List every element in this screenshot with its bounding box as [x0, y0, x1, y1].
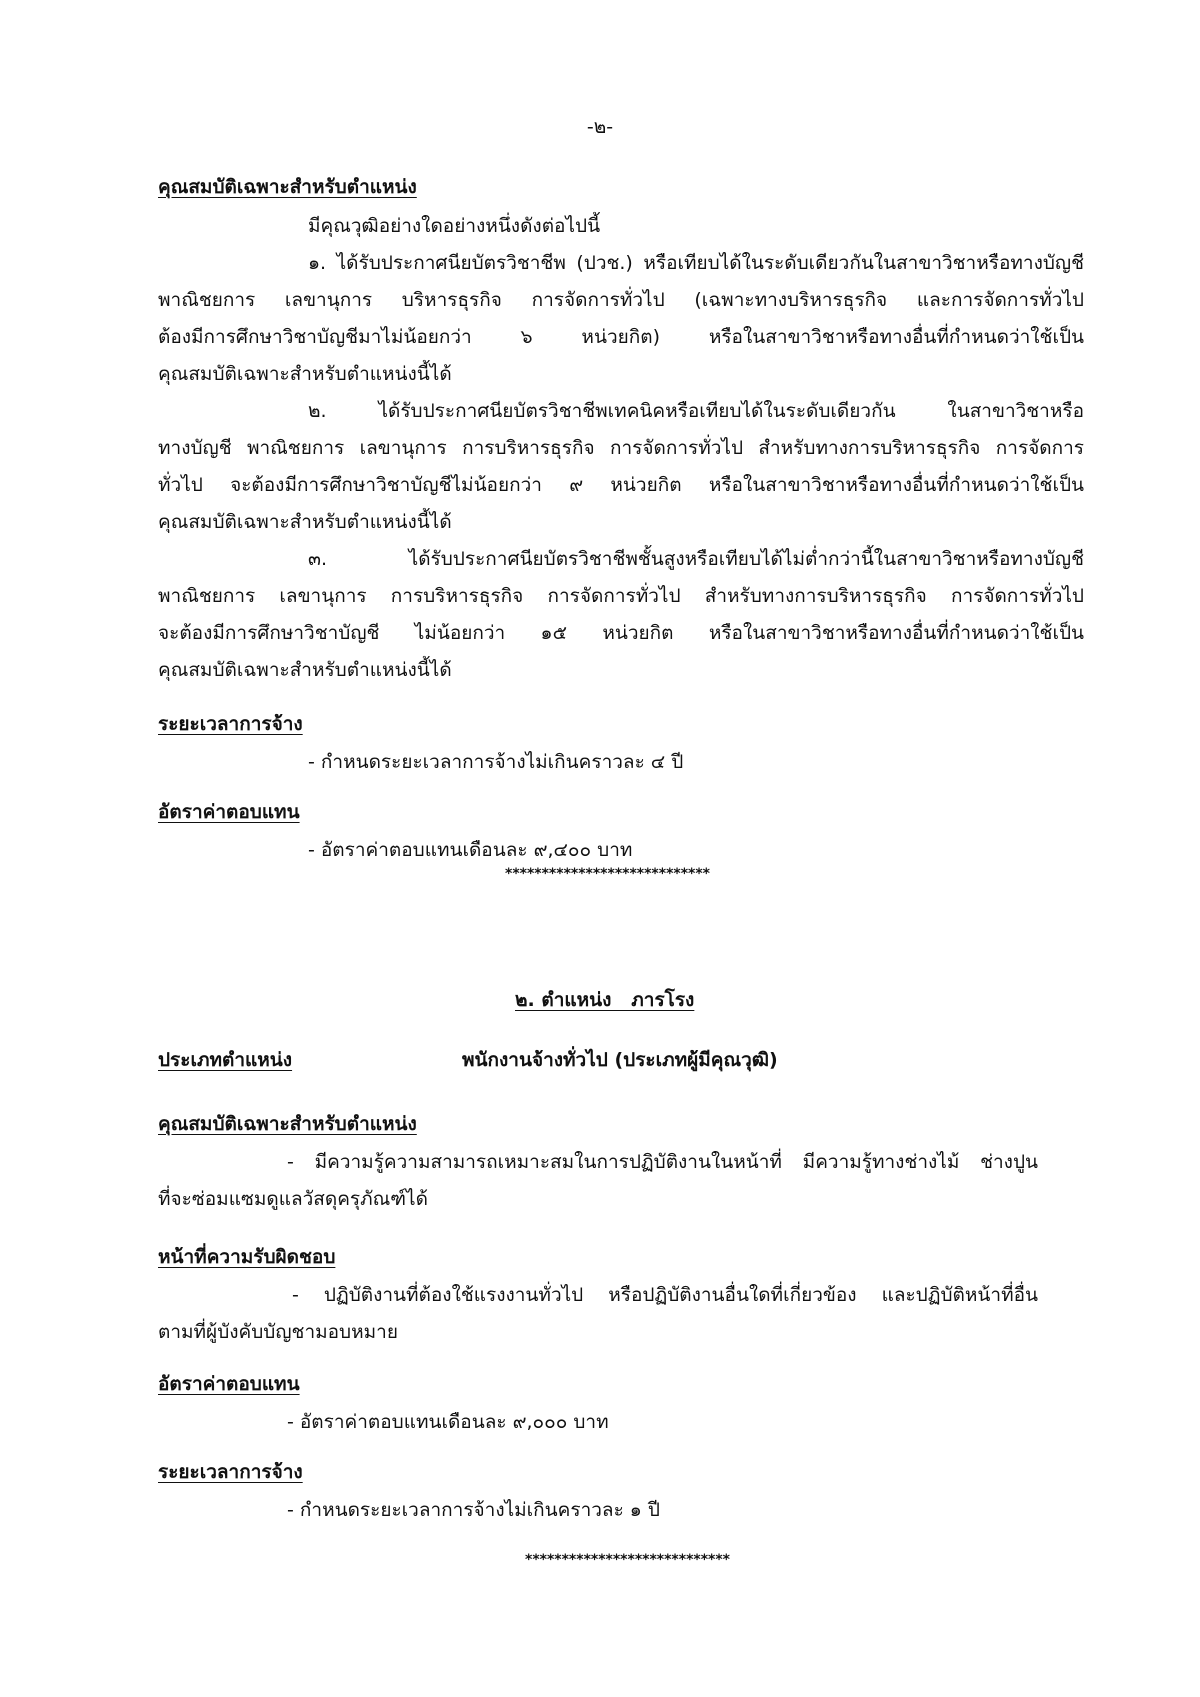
section2-qualifications-line1: - มีความรู้ความสามารถเหมาะสมในการปฏิบัติงานในหน้าที่ มีความรู้ทางช่างไม้ ช่างปูน [287, 1151, 1038, 1173]
section1-item3-line2: พาณิชยการ เลขานุการ การบริหารธุรกิจ การจัดการทั่วไป สำหรับทางการบริหารธุรกิจ การจัดการทั่วไป [158, 585, 1084, 607]
section1-item1-line3: ต้องมีการศึกษาวิชาบัญชีมาไม่น้อยกว่า ๖ หน่วยกิต) หรือในสาขาวิชาหรือทางอื่นที่กำหนดว่าใช้เป็น [158, 326, 1084, 348]
section1-item1-line4: คุณสมบัติเฉพาะสำหรับตำแหน่งนี้ได้ [158, 363, 452, 385]
section1-item3-line3: จะต้องมีการศึกษาวิชาบัญชี ไม่น้อยกว่า ๑๕ หน่วยกิต หรือในสาขาวิชาหรือทางอื่นที่กำหนดว่าใช้เป็น [158, 622, 1084, 644]
section2-duration-heading: ระยะเวลาการจ้าง [158, 1461, 303, 1483]
section2-type-heading: ประเภทตำแหน่ง [158, 1049, 293, 1071]
section2-qualifications-line2: ที่จะซ่อมแซมดูแลวัสดุครุภัณฑ์ได้ [158, 1188, 428, 1210]
section2-duties-heading: หน้าที่ความรับผิดชอบ [158, 1246, 336, 1268]
section2-pay-heading: อัตราค่าตอบแทน [158, 1373, 300, 1395]
section2-duties-line1: - ปฏิบัติงานที่ต้องใช้แรงงานทั่วไป หรือปฏิบัติงานอื่นใดที่เกี่ยวข้อง และปฏิบัติหน้าที่อื่น [292, 1284, 1038, 1306]
section1-item2-line1: ๒. ได้รับประกาศนียบัตรวิชาชีพเทคนิคหรือเทียบได้ในระดับเดียวกัน ในสาขาวิชาหรือ [308, 400, 1084, 422]
section1-item1-line1: ๑. ได้รับประกาศนียบัตรวิชาชีพ (ปวช.) หรือเทียบได้ในระดับเดียวกันในสาขาวิชาหรือทางบัญชี [308, 252, 1084, 274]
section1-pay-heading: อัตราค่าตอบแทน [158, 801, 300, 823]
section2-type-value: พนักงานจ้างทั่วไป (ประเภทผู้มีคุณวุฒิ) [462, 1049, 778, 1071]
section1-item1-line2: พาณิชยการ เลขานุการ บริหารธุรกิจ การจัดการทั่วไป (เฉพาะทางบริหารธุรกิจ และการจัดการทั่วไป [158, 289, 1084, 311]
section1-duration-text: - กำหนดระยะเวลาการจ้างไม่เกินคราวละ ๔ ปี [308, 751, 684, 773]
section1-item3-line1: ๓. ได้รับประกาศนียบัตรวิชาชีพชั้นสูงหรือเทียบได้ไม่ต่ำกว่านี้ในสาขาวิชาหรือทางบัญชี [308, 548, 1084, 570]
section1-item3-line4: คุณสมบัติเฉพาะสำหรับตำแหน่งนี้ได้ [158, 659, 452, 681]
section1-item2-line3: ทั่วไป จะต้องมีการศึกษาวิชาบัญชีไม่น้อยกว่า ๙ หน่วยกิต หรือในสาขาวิชาหรือทางอื่นที่กำหนดว่าใช้เป็น [158, 474, 1084, 496]
section1-qualifications-heading: คุณสมบัติเฉพาะสำหรับตำแหน่ง [158, 176, 417, 198]
section2-duties-line2: ตามที่ผู้บังคับบัญชามอบหมาย [158, 1321, 398, 1343]
section1-item2-line4: คุณสมบัติเฉพาะสำหรับตำแหน่งนี้ได้ [158, 511, 452, 533]
section2-qualifications-heading: คุณสมบัติเฉพาะสำหรับตำแหน่ง [158, 1113, 417, 1135]
section1-pay-text: - อัตราค่าตอบแทนเดือนละ ๙,๔๐๐ บาท [308, 839, 633, 861]
section2-pay-text: - อัตราค่าตอบแทนเดือนละ ๙,๐๐๐ บาท [287, 1411, 609, 1433]
section1-separator: **************************** [505, 866, 710, 882]
page-number: -๒- [586, 116, 614, 138]
section2-duration-text: - กำหนดระยะเวลาการจ้างไม่เกินคราวละ ๑ ปี [287, 1499, 660, 1521]
section2-separator: **************************** [525, 1552, 730, 1568]
section1-item2-line2: ทางบัญชี พาณิชยการ เลขานุการ การบริหารธุรกิจ การจัดการทั่วไป สำหรับทางการบริหารธุรกิจ การจัดการ [158, 437, 1084, 459]
section1-intro: มีคุณวุฒิอย่างใดอย่างหนึ่งดังต่อไปนี้ [308, 215, 601, 237]
section2-title: ๒. ตำแหน่ง ภารโรง [515, 989, 695, 1011]
section1-duration-heading: ระยะเวลาการจ้าง [158, 713, 303, 735]
